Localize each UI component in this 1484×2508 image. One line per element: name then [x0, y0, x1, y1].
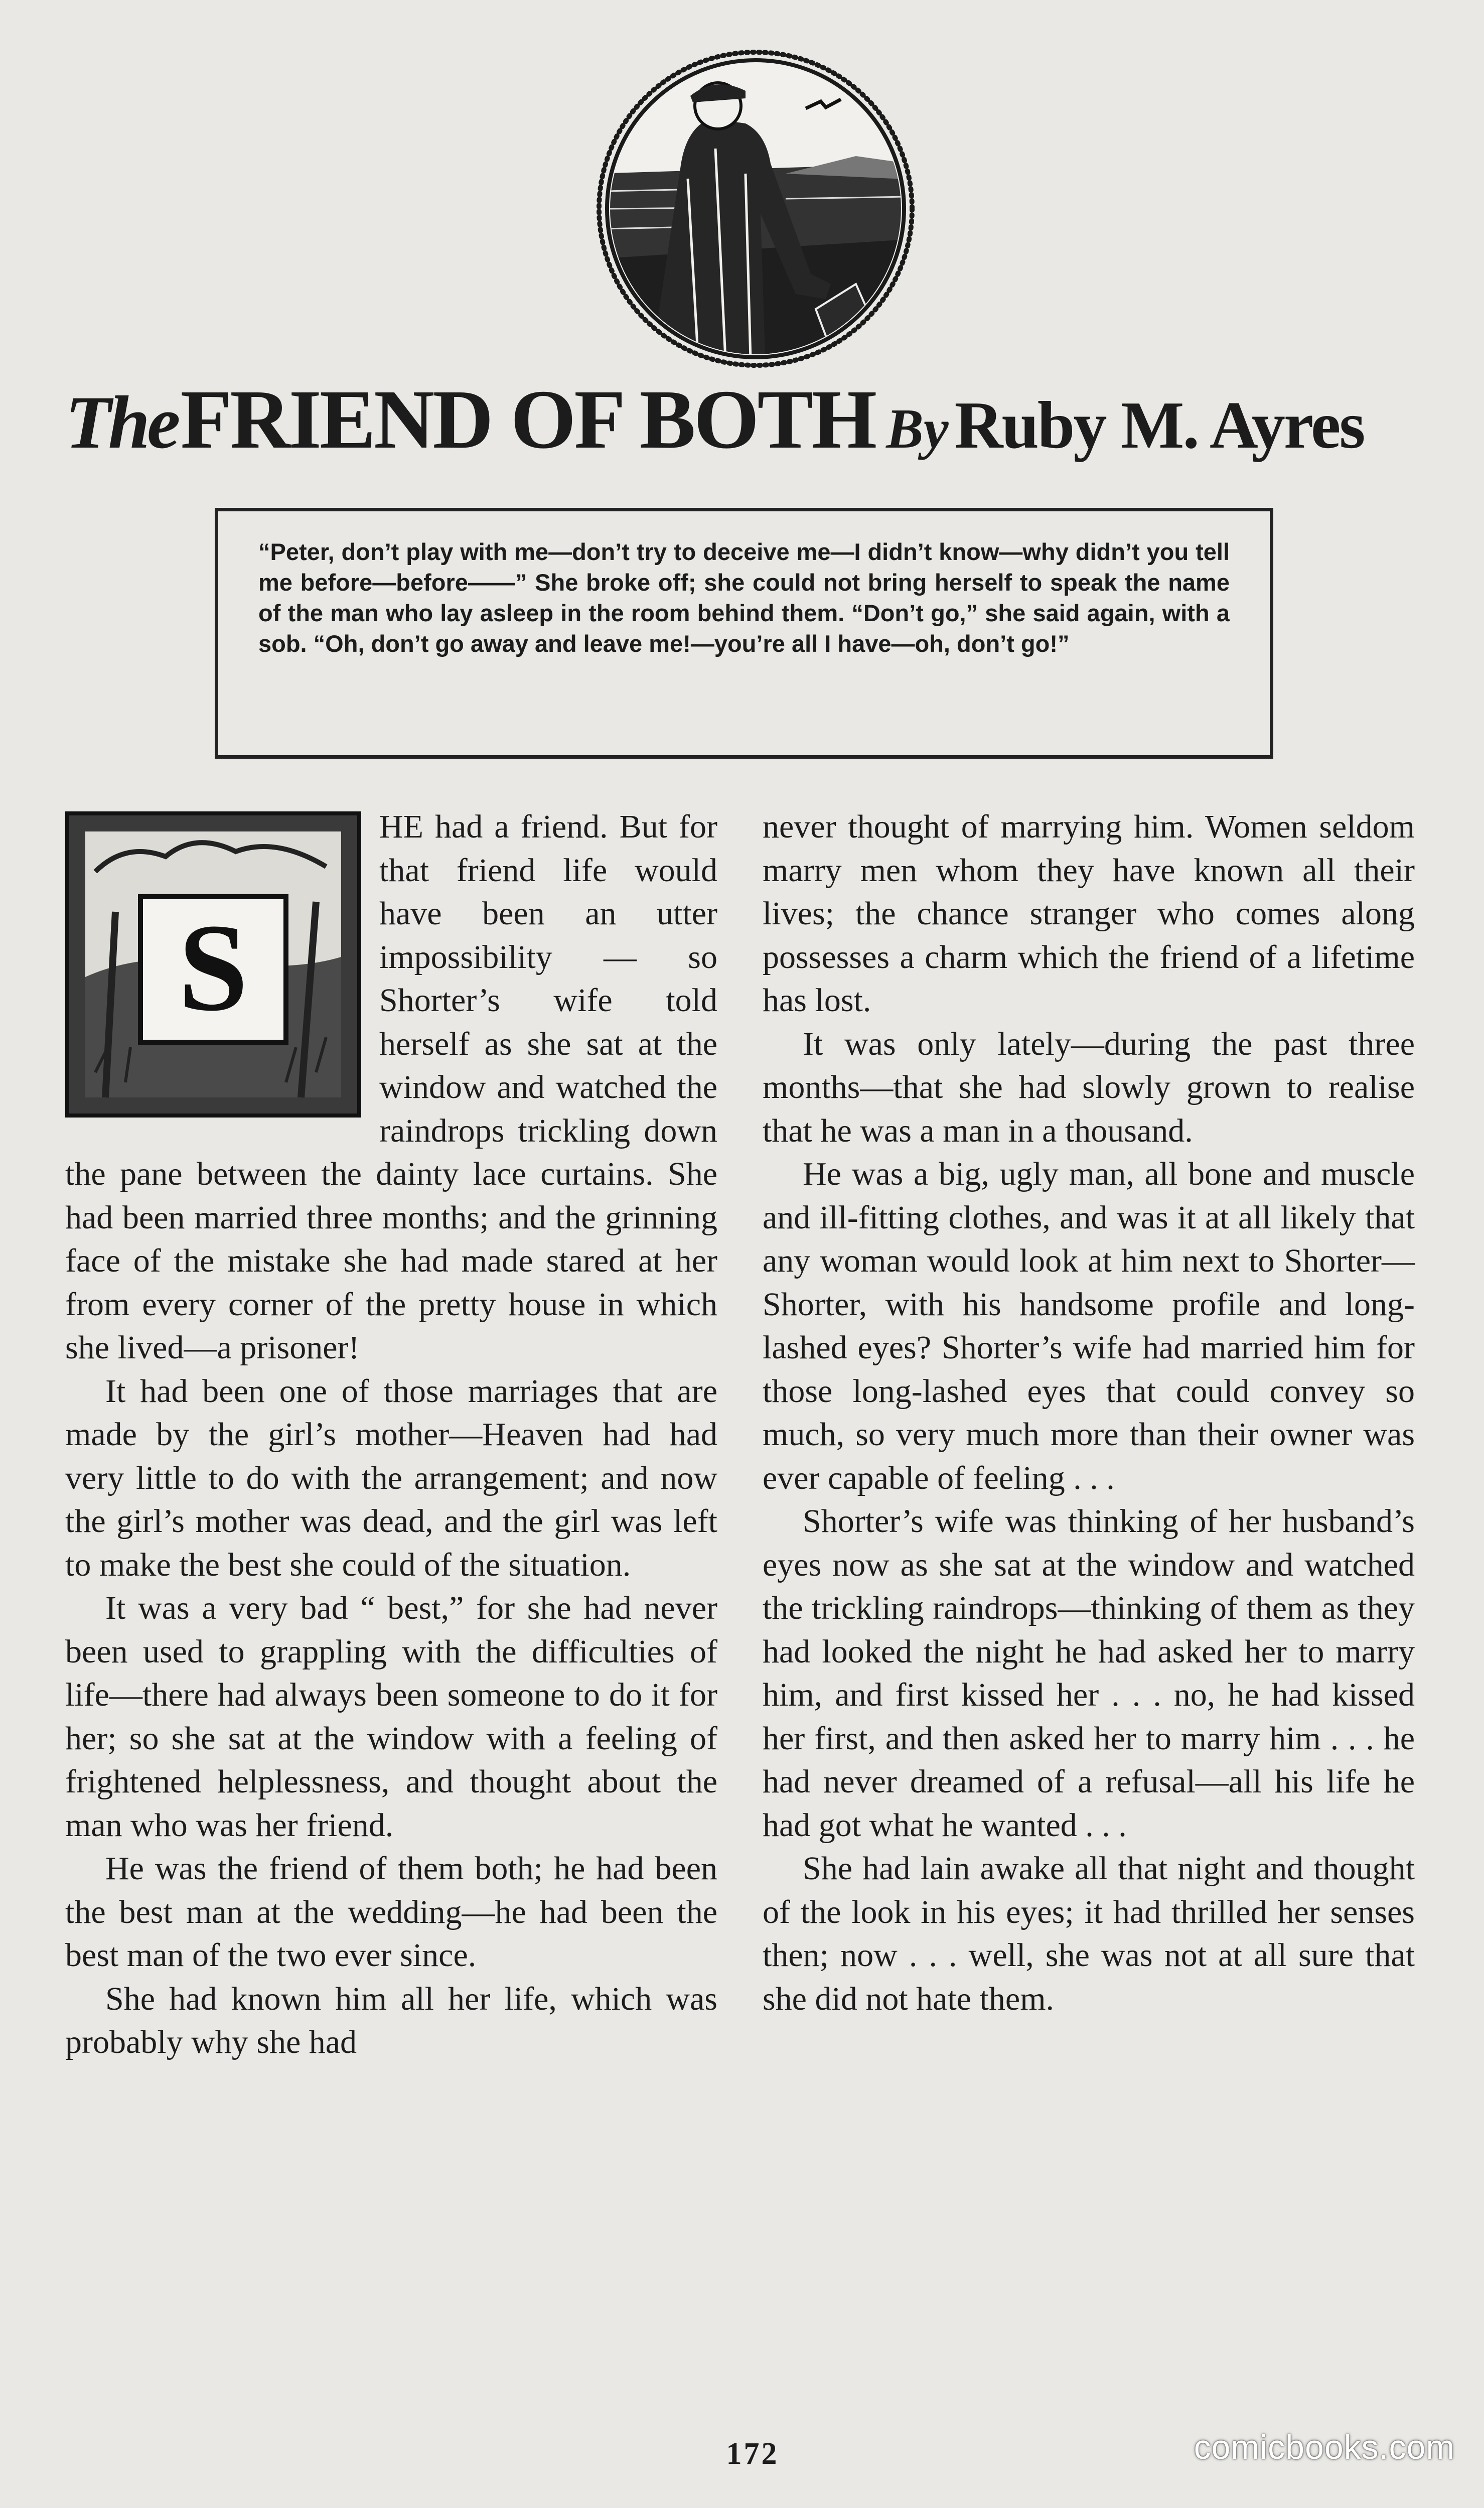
paragraph: HE had a friend. But for that friend life would have been an utter impossibility — so Shorter’s wife told herself as she sat at the window and watched the raindrops trickling down the pane between the dainty lace curtains. She had been married three months; and the grinning face of the mistake she had made stared at her from every corner of the pretty house in which she lived—a prisoner!: [65, 808, 717, 1366]
dropcap-letter: S: [178, 898, 248, 1037]
title-the: The: [65, 381, 178, 464]
pull-quote-box: [215, 508, 1273, 759]
paragraph: never thought of marrying him. Women seldom marry men whom they have known all their lives; the chance stranger who comes along possesses a charm which the friend of a lifetime has lost.: [763, 808, 1415, 1019]
page-number: 172: [726, 2437, 779, 2471]
story-title: [65, 371, 1420, 472]
paragraph: He was the friend of them both; he had been the best man at the wedding—he had been the best man of the two ever since.: [65, 1850, 717, 1974]
right-column: [763, 805, 1415, 2021]
pull-quote-text: “Peter, don’t play with me—don’t try to deceive me—I didn’t know—why didn’t you tell me before—before——” She broke off; she could not bring herself to speak the name of the man who lay asleep in the room behind them. “Don’t go,” she said again, with a sob. “Oh, don’t go away and leave me!—you’re all I have—oh, don’t go!”: [258, 538, 1230, 657]
paragraph: She had lain awake all that night and thought of the look in his eyes; it had thrilled her senses then; now . . . well, she was not at all sure that she did not hate them.: [763, 1850, 1415, 2017]
left-column: [65, 805, 717, 2064]
title-by: By: [886, 398, 949, 460]
paragraph: He was a big, ugly man, all bone and muscle and ill-fitting clothes, and was it at all likely that any woman would look at him next to Shorter—Shorter, with his handsome profile and long-lashed eyes? Shorter’s wife had married him for those long-lashed eyes that could convey so much, so very much more than their owner was ever capable of feeling . . .: [763, 1156, 1415, 1496]
paragraph: She had known him all her life, which was probably why she had: [65, 1980, 717, 2060]
paragraph: Shorter’s wife was thinking of her husband’s eyes now as she sat at the window and watched the trickling raindrops—thinking of them as they had looked the night he had asked her to marry him, and first kissed her . . . no, he had kissed her first, and then asked her to marry him . . . he had never dreamed of a refusal—all his life he had got what he wanted . . .: [763, 1503, 1415, 1844]
title-main: FRIEND OF BOTH: [180, 373, 875, 466]
paragraph: It was only lately—during the past three months—that she had slowly grown to realise that he was a man in a thousand.: [763, 1025, 1415, 1149]
source-watermark: comicbooks.com: [1194, 2428, 1455, 2466]
header-illustration: [595, 48, 916, 369]
paragraph: It was a very bad “ best,” for she had never been used to grappling with the difficulties of life—there had always been someone to do it for her; so she sat at the window with a feeling of frightened helplessness, and thought about the man who was her friend.: [65, 1590, 717, 1844]
decorative-dropcap: [65, 811, 361, 1118]
author-name: Ruby M. Ayres: [954, 388, 1364, 462]
paragraph: It had been one of those marriages that are made by the girl’s mother—Heaven had had very little to do with the arrangement; and now the girl’s mother was dead, and the girl was left to make the best she could of the situation.: [65, 1372, 717, 1583]
